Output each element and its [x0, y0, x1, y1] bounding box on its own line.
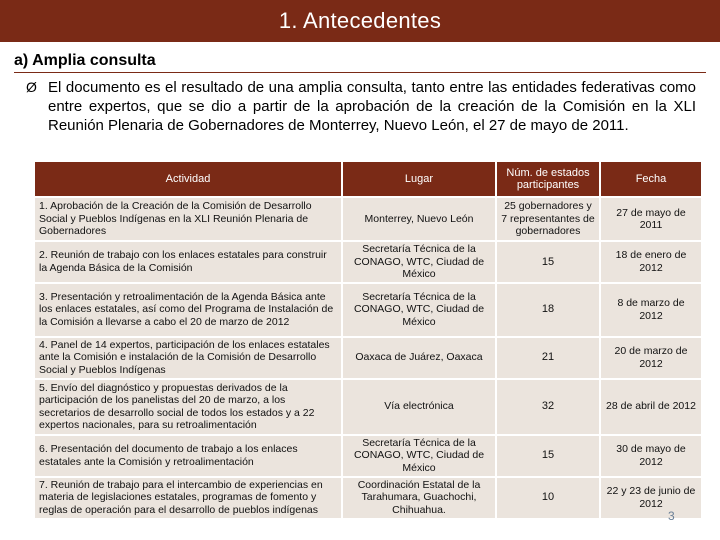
cell-participants: 15 — [497, 242, 599, 282]
bullet-arrow-icon: Ø — [26, 79, 37, 95]
cell-activity: 6. Presentación del documento de trabajo a los enlaces estatales ante la Comisión y retroalimentación — [35, 436, 341, 476]
cell-activity: 3. Presentación y retroalimentación de la Agenda Básica ante los enlaces estatales, así como del Programa de Instalación de la Comisión a llevarse a cabo el 20 de marzo de 2012 — [35, 284, 341, 336]
table-row — [35, 380, 701, 434]
activities-table — [33, 160, 703, 520]
cell-date: 28 de abril de 2012 — [601, 380, 701, 434]
cell-date: 27 de mayo de 2011 — [601, 198, 701, 240]
title-bar — [0, 0, 720, 42]
cell-activity: 1. Aprobación de la Creación de la Comisión de Desarrollo Social y Pueblos Indígenas en la XLI Reunión Plenaria de Gobernadores — [35, 198, 341, 240]
table-row — [35, 338, 701, 378]
cell-date: 30 de mayo de 2012 — [601, 436, 701, 476]
header-date: Fecha — [601, 162, 701, 196]
cell-place: Secretaría Técnica de la CONAGO, WTC, Ciudad de México — [343, 436, 495, 476]
cell-place: Oaxaca de Juárez, Oaxaca — [343, 338, 495, 378]
cell-place: Vía electrónica — [343, 380, 495, 434]
table-row — [35, 198, 701, 240]
cell-place: Monterrey, Nuevo León — [343, 198, 495, 240]
table-row — [35, 436, 701, 476]
table-row — [35, 284, 701, 336]
header-place: Lugar — [343, 162, 495, 196]
cell-activity: 4. Panel de 14 expertos, participación de los enlaces estatales ante la Comisión e instalación de la Comisión de Desarrollo Social y Pueblos Indígenas — [35, 338, 341, 378]
bullet-text: El documento es el resultado de una amplia consulta, tanto entre las entidades federativas como entre expertos, que se dio a partir de la aprobación de la creación de la Comisión en la XLI Reunión Plenaria de Gobernadores de Monterrey, Nuevo León, el 27 de mayo de 2011. — [48, 79, 696, 134]
table-row — [35, 242, 701, 282]
cell-date: 20 de marzo de 2012 — [601, 338, 701, 378]
table-row — [35, 478, 701, 518]
cell-activity: 7. Reunión de trabajo para el intercambio de experiencias en materia de legislaciones estatales, programas de fomento y reglas de operación para el desarrollo de pueblos indígenas — [35, 478, 341, 518]
header-activity: Actividad — [35, 162, 341, 196]
cell-participants: 25 gobernadores y 7 representantes de gobernadores — [497, 198, 599, 240]
cell-participants: 10 — [497, 478, 599, 518]
cell-place: Secretaría Técnica de la CONAGO, WTC, Ciudad de México — [343, 284, 495, 336]
cell-place: Secretaría Técnica de la CONAGO, WTC, Ciudad de México — [343, 242, 495, 282]
cell-activity: 2. Reunión de trabajo con los enlaces estatales para construir la Agenda Básica de la Comisión — [35, 242, 341, 282]
cell-participants: 21 — [497, 338, 599, 378]
cell-date: 8 de marzo de 2012 — [601, 284, 701, 336]
subtitle-divider — [14, 72, 706, 73]
cell-participants: 32 — [497, 380, 599, 434]
bullet-paragraph — [26, 78, 696, 135]
section-subtitle: a) Amplia consulta — [14, 52, 156, 69]
cell-participants: 15 — [497, 436, 599, 476]
page-title: 1. Antecedentes — [278, 8, 442, 33]
cell-date: 22 y 23 de junio de 2012 — [601, 478, 701, 518]
page-number: 3 — [668, 509, 675, 523]
cell-activity: 5. Envío del diagnóstico y propuestas derivados de la participación de los panelistas del 20 de marzo, a los secretarios de desarrollo social de todos los estados y a 22 expertos nacionales, para su retroalimentación — [35, 380, 341, 434]
cell-date: 18 de enero de 2012 — [601, 242, 701, 282]
cell-place: Coordinación Estatal de la Tarahumara, Guachochi, Chihuahua. — [343, 478, 495, 518]
table-header-row — [35, 162, 701, 196]
cell-participants: 18 — [497, 284, 599, 336]
header-participants: Núm. de estados participantes — [497, 162, 599, 196]
